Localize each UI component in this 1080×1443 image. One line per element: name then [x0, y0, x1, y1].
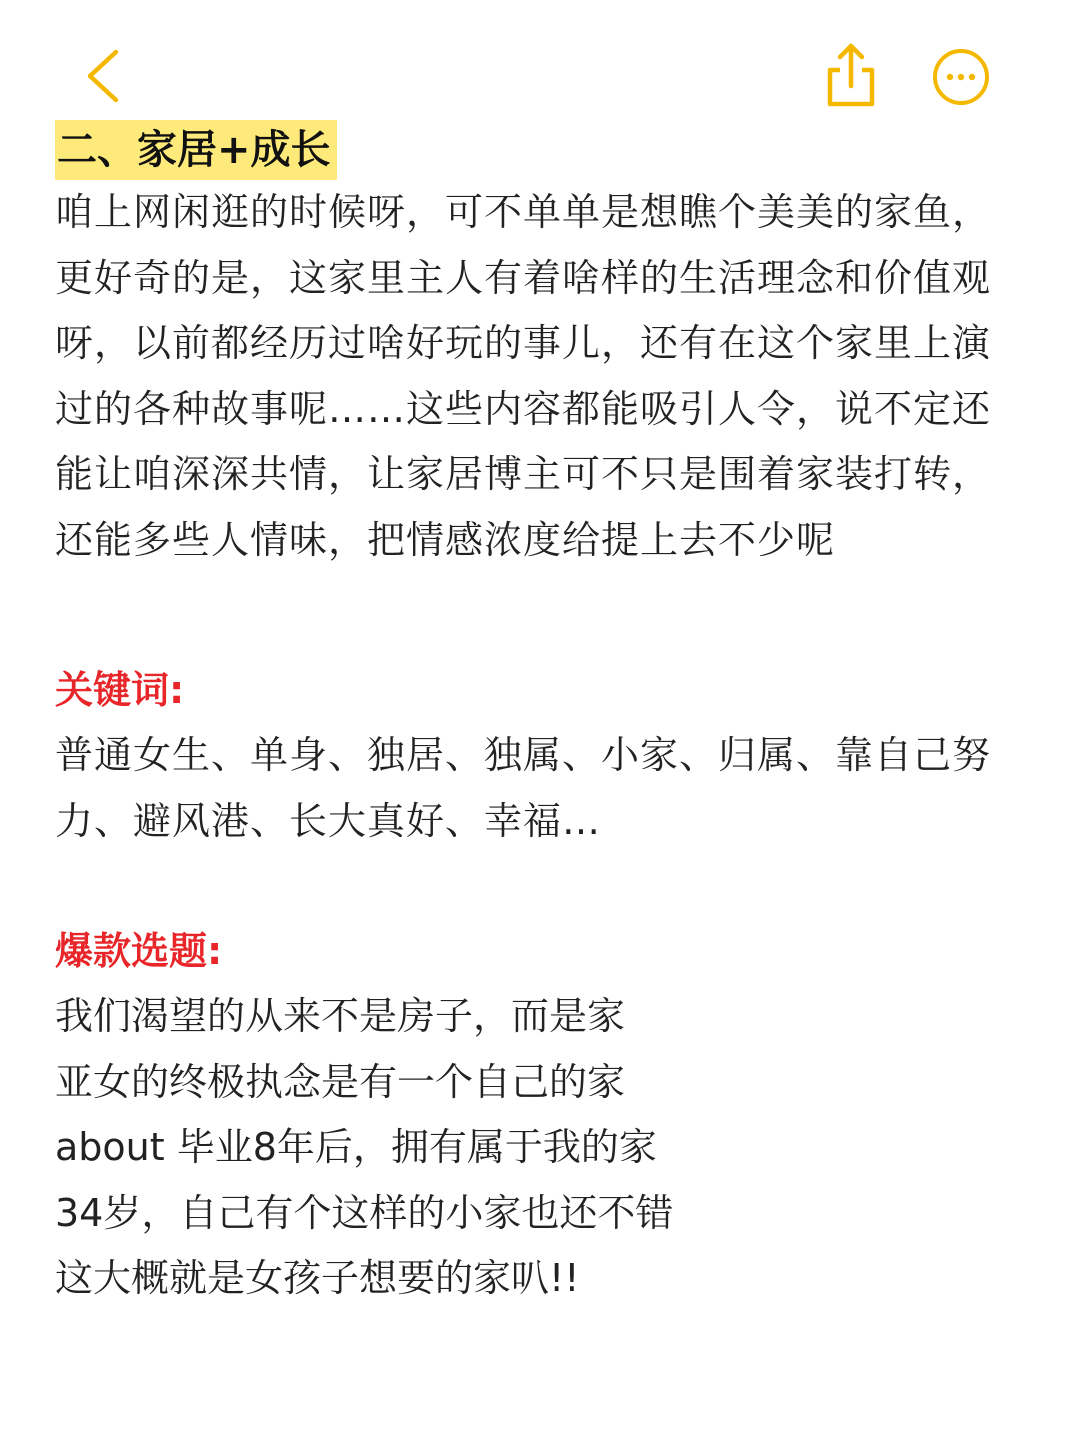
keywords-label: 关键词:: [55, 668, 185, 712]
top-nav-bar: [0, 0, 1080, 120]
topic-item: about 毕业8年后，拥有属于我的家: [55, 1125, 657, 1169]
topic-item: 这大概就是女孩子想要的家叭!!: [55, 1256, 580, 1300]
keywords-text: 普通女生、单身、独居、独属、小家、归属、靠自己努力、避风港、长大真好、幸福…: [55, 733, 992, 843]
chevron-left-icon[interactable]: [76, 44, 136, 108]
spacer: [55, 573, 1025, 658]
note-content: [55, 120, 1025, 1312]
body-paragraph: 咱上网闲逛的时候呀，可不单单是想瞧个美美的家鱼，更好奇的是，这家里主人有着啥样的生活理念和价值观呀，以前都经历过啥好玩的事儿，还有在这个家里上演过的各种故事呢……这些内容都能吸引人令，说不定还能让咱深深共情，让家居博主可不只是围着家装打转，还能多些人情味，把情感浓度给提上去不少呢: [55, 190, 992, 562]
topic-item: 亚女的终极执念是有一个自己的家: [55, 1059, 626, 1104]
spacer: [55, 854, 1025, 919]
topics-label: 爆款选题:: [55, 929, 223, 973]
more-dots-icon[interactable]: [930, 46, 992, 108]
topic-item: 我们渴望的从来不是房子，而是家: [55, 994, 626, 1038]
section-heading: 二、家居+成长: [55, 120, 337, 180]
share-icon[interactable]: [820, 40, 882, 110]
topics-list: [55, 984, 1025, 1312]
topic-item: 34岁，自己有个这样的小家也还不错: [55, 1190, 674, 1235]
